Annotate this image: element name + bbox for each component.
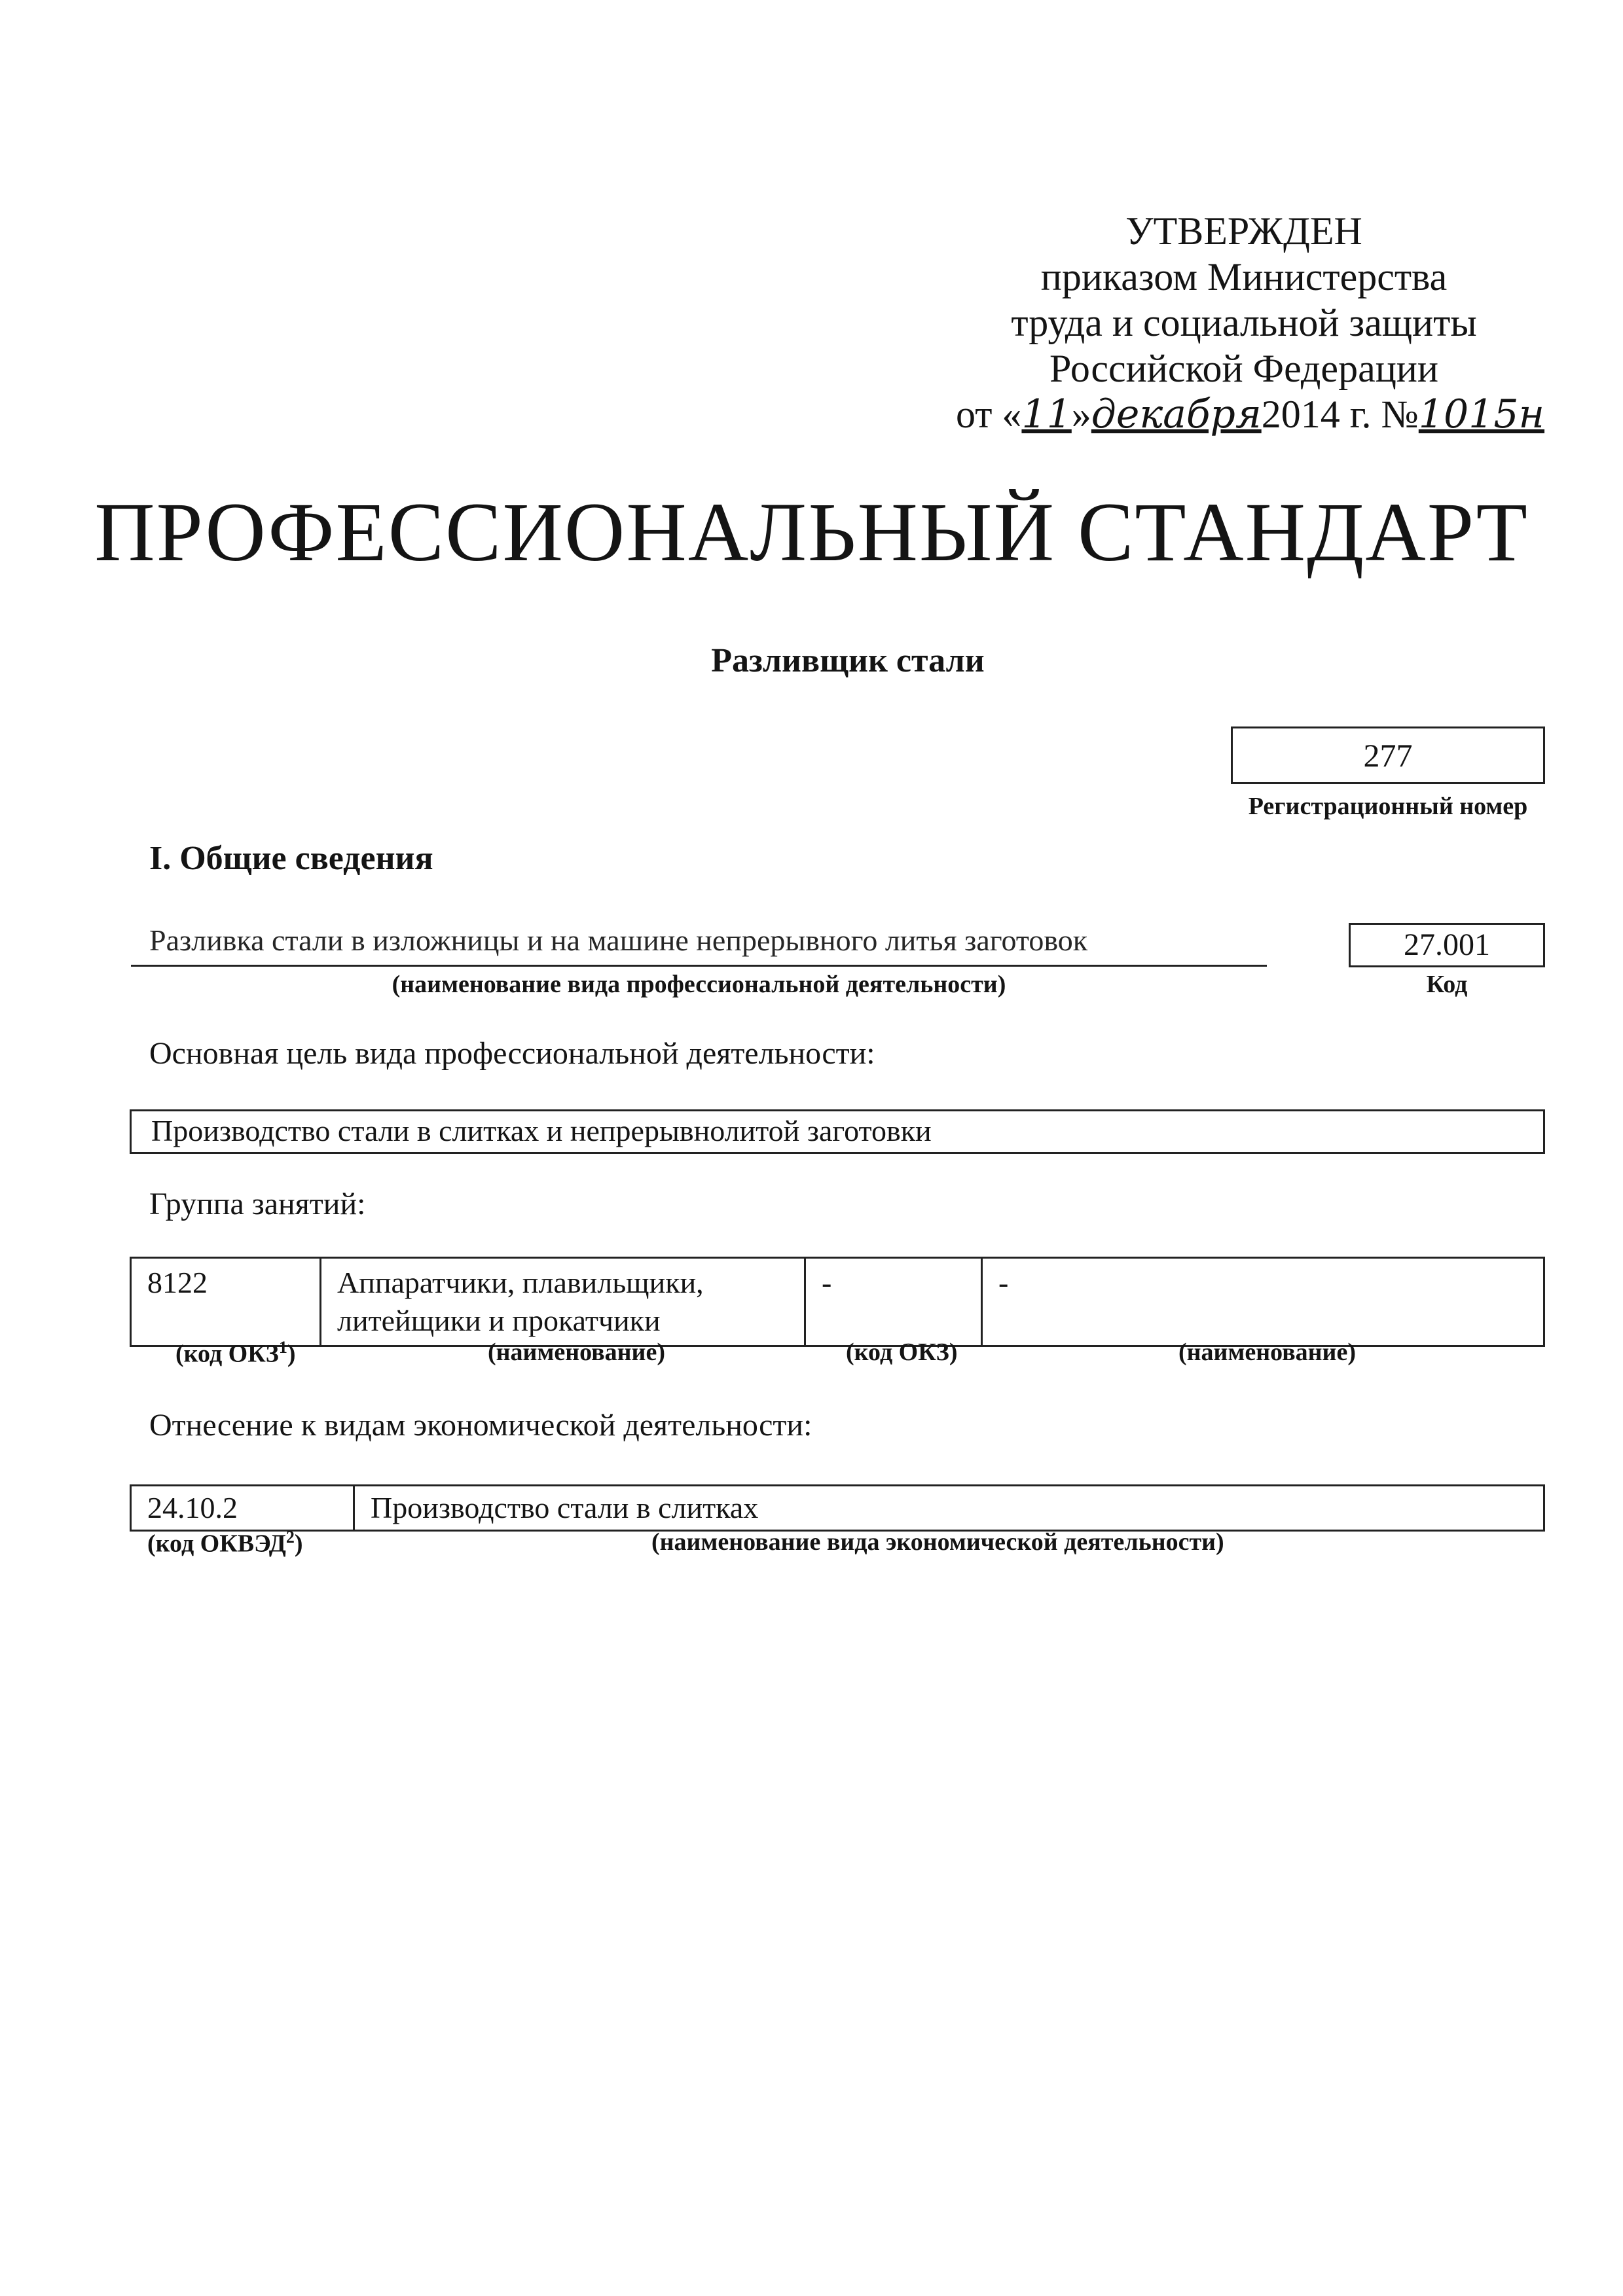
approval-line-2: приказом Министерства [1040,255,1448,298]
activity-caption: (наименование вида профессиональной деятельности) [392,971,1006,998]
okz-name-caption: (наименование) [488,1338,665,1366]
activity-code-box: 27.001 [1349,923,1545,967]
approval-number: 1015н [1418,391,1545,437]
table-row [131,1486,1544,1531]
approval-line-4: Российской Федерации [1049,347,1439,390]
approval-line-3: труда и социальной защиты [1011,301,1477,344]
okz-name2-caption: (наименование) [1178,1338,1356,1366]
okved-code-cell: 24.10.2 [131,1486,354,1531]
okved-table [130,1484,1545,1532]
section-heading: I. Общие сведения [149,840,433,877]
okz-code-caption: (код ОКЗ$^1$) [175,1338,296,1368]
approval-date-line: от «11»декабря2014 г. №1015н [956,391,1545,437]
okz-table [130,1257,1545,1347]
okz-code2-caption: (код ОКЗ) [846,1338,958,1366]
registration-number-box: 277 [1231,726,1545,784]
group-label: Группа занятий: [149,1187,366,1221]
approval-line-1: УТВЕРЖДЕН [1125,209,1362,253]
approval-block [956,208,1545,437]
okved-name-cell: Производство стали в слитках [354,1486,1544,1531]
approval-month: декабря [1091,391,1262,437]
okz-name-cell: Аппаратчики, плавильщики, литейщики и прокатчики [321,1258,805,1346]
goal-box: Производство стали в слитках и непрерывнолитой заготовки [130,1109,1545,1154]
document-title: ПРОФЕССИОНАЛЬНЫЙ СТАНДАРТ [94,486,1529,579]
approval-year: 2014 г. № [1261,393,1419,436]
okved-name-caption: (наименование вида экономической деятельности) [651,1528,1224,1556]
approval-day: 11 [1021,391,1072,437]
okved-label: Отнесение к видам экономической деятельности: [149,1408,812,1443]
okz-code2-cell: - [805,1258,982,1346]
activity-code-caption: Код [1426,971,1468,998]
activity-underline [131,965,1267,967]
okz-name2-cell: - [982,1258,1544,1346]
standard-name: Разливщик стали [711,642,985,679]
activity-name: Разливка стали в изложницы и на машине непрерывного литья заготовок [149,924,1088,957]
table-row [131,1258,1544,1346]
registration-number-label: Регистрационный номер [1248,793,1528,820]
goal-label: Основная цель вида профессиональной деятельности: [149,1036,875,1071]
okz-code-cell: 8122 [131,1258,321,1346]
okved-code-caption: (код ОКВЭД$^2$) [147,1528,303,1558]
